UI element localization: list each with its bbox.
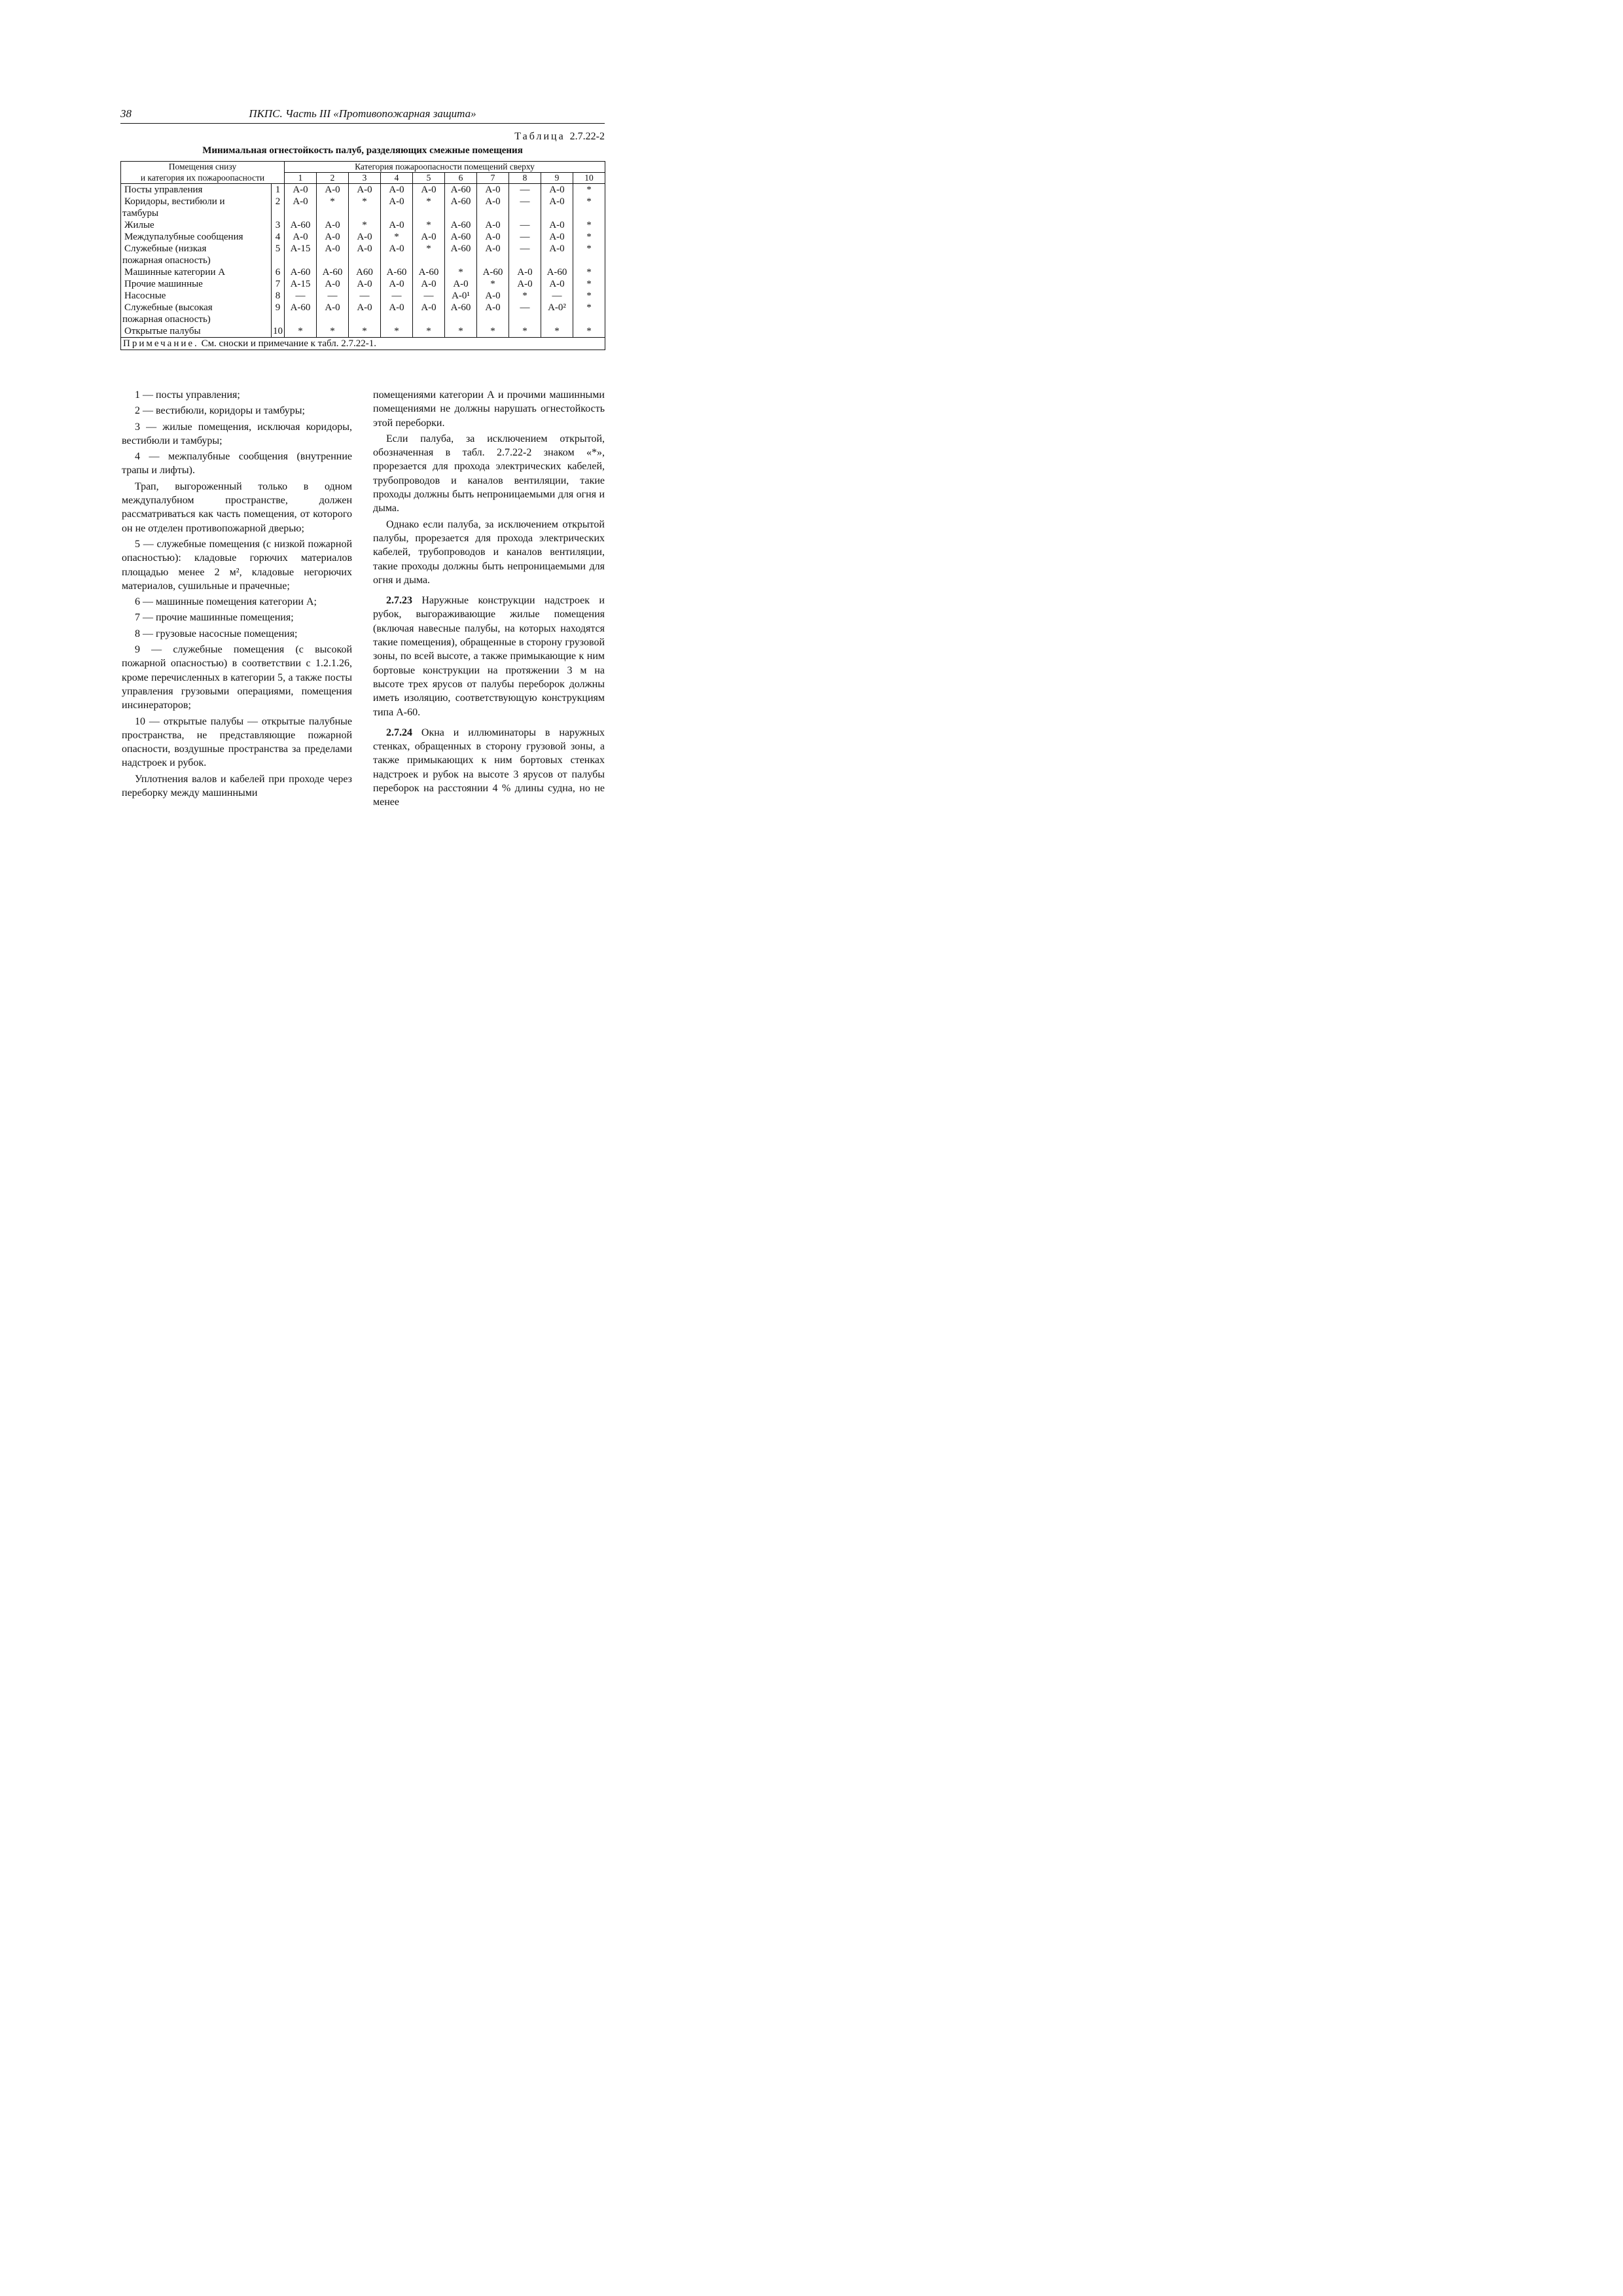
room-name bbox=[121, 302, 272, 325]
room-name-line: Прочие машинные bbox=[124, 279, 203, 289]
room-name-line: Коридоры, вестибюли и bbox=[124, 196, 225, 207]
rating-cell: * bbox=[573, 219, 605, 231]
rating-cell: А-0 bbox=[477, 290, 509, 302]
column-number: 10 bbox=[573, 173, 605, 184]
room-name-line: Служебные (низкая bbox=[124, 243, 207, 254]
rating-cell: А-0 bbox=[349, 184, 381, 196]
rating-cell: * bbox=[317, 325, 349, 338]
category-index: 6 bbox=[272, 266, 285, 278]
rating-cell: А-60 bbox=[445, 243, 477, 266]
rating-cell: А-0 bbox=[541, 219, 573, 231]
rating-cell: А-60 bbox=[285, 302, 317, 325]
column-number: 3 bbox=[349, 173, 381, 184]
rating-cell: * bbox=[573, 196, 605, 219]
table-title: Минимальная огнестойкость палуб, разделяющих смежные помещения bbox=[202, 145, 523, 156]
rating-cell: — bbox=[509, 196, 541, 219]
rating-cell: А-0² bbox=[541, 302, 573, 325]
rating-cell: А-0 bbox=[541, 243, 573, 266]
rating-cell: А-0 bbox=[317, 302, 349, 325]
rating-cell: А-0 bbox=[317, 278, 349, 290]
room-name-line: Служебные (высокая bbox=[124, 302, 213, 313]
right-column bbox=[373, 388, 605, 812]
section-number: 2.7.24 bbox=[386, 726, 412, 738]
room-name-line: Машинные категории А bbox=[124, 267, 226, 278]
category-index: 8 bbox=[272, 290, 285, 302]
rating-cell: * bbox=[349, 219, 381, 231]
rating-cell: — bbox=[509, 184, 541, 196]
rating-cell: А-0 bbox=[349, 243, 381, 266]
rating-cell: * bbox=[509, 325, 541, 338]
left-paragraph: 9 — служебные помещения (с высокой пожарной опасностью) в соответствии с 1.2.1.26, кроме перечисленных в категории 5, а также посты управления грузовыми операциями, помещения инсинераторов; bbox=[122, 644, 352, 711]
rating-cell: * bbox=[573, 231, 605, 243]
rating-cell: А-0 bbox=[381, 184, 413, 196]
column-number: 1 bbox=[285, 173, 317, 184]
left-paragraph: 8 — грузовые насосные помещения; bbox=[135, 628, 298, 639]
rating-cell: * bbox=[349, 196, 381, 219]
rating-cell: * bbox=[317, 196, 349, 219]
room-name-line: Междупалубные сообщения bbox=[124, 232, 243, 242]
rating-cell: — bbox=[509, 219, 541, 231]
category-index: 2 bbox=[272, 196, 285, 219]
rating-cell: А-60 bbox=[381, 266, 413, 278]
rating-cell: * bbox=[509, 290, 541, 302]
right-paragraph-3: Однако если палуба, за исключением открытой палубы, прорезается для прохода электрических кабелей, трубопроводов и каналов вентиляции, такие проходы должны быть непроницаемыми для огня и дыма. bbox=[373, 518, 605, 586]
room-name bbox=[121, 325, 272, 338]
left-paragraph: 6 — машинные помещения категории А; bbox=[135, 596, 317, 608]
rating-cell: А-0 bbox=[381, 196, 413, 219]
rating-cell: * bbox=[349, 325, 381, 338]
left-paragraph: 7 — прочие машинные помещения; bbox=[135, 612, 294, 624]
rating-cell: А-0 bbox=[349, 231, 381, 243]
table-row bbox=[121, 302, 605, 325]
note-label: Примечание. bbox=[123, 338, 199, 349]
rating-cell: А-15 bbox=[285, 243, 317, 266]
rating-cell: А-0 bbox=[541, 278, 573, 290]
rating-cell: А-0 bbox=[541, 231, 573, 243]
rating-cell: * bbox=[573, 302, 605, 325]
rating-cell: А-0 bbox=[381, 278, 413, 290]
rating-cell: * bbox=[445, 325, 477, 338]
column-number: 9 bbox=[541, 173, 573, 184]
column-number: 8 bbox=[509, 173, 541, 184]
rating-cell: * bbox=[573, 278, 605, 290]
table-label-word: Таблица bbox=[514, 131, 565, 142]
category-index: 5 bbox=[272, 243, 285, 266]
rating-cell: А60 bbox=[349, 266, 381, 278]
left-paragraph: Трап, выгороженный только в одном междупалубном пространстве, должен рассматриваться как часть помещения, от которого он не отделен противопожарной дверью; bbox=[122, 480, 352, 534]
rating-cell: * bbox=[573, 290, 605, 302]
room-name-continuation: тамбуры bbox=[122, 208, 159, 219]
rating-cell: * bbox=[445, 266, 477, 278]
section-number: 2.7.23 bbox=[386, 595, 412, 607]
rating-cell: А-60 bbox=[541, 266, 573, 278]
rating-cell: А-60 bbox=[445, 219, 477, 231]
rating-cell: А-0 bbox=[477, 219, 509, 231]
column-number: 2 bbox=[317, 173, 349, 184]
right-paragraph-2: Если палуба, за исключением открытой, обозначенная в табл. 2.7.22-2 знаком «*», прорезается для прохода электрических кабелей, трубопроводов и каналов вентиляции, такие проходы должны быть непроницаемыми для огня и дыма. bbox=[373, 433, 605, 514]
note-text: См. сноски и примечание к табл. 2.7.22-1. bbox=[198, 338, 377, 349]
rating-cell: А-15 bbox=[285, 278, 317, 290]
table-row bbox=[121, 196, 605, 219]
rating-cell: А-60 bbox=[285, 219, 317, 231]
rating-cell: А-0 bbox=[477, 302, 509, 325]
rating-cell: * bbox=[573, 325, 605, 338]
room-name bbox=[121, 243, 272, 266]
rating-cell: А-60 bbox=[477, 266, 509, 278]
rating-cell: * bbox=[413, 196, 445, 219]
room-name bbox=[121, 219, 272, 231]
rating-cell: А-0 bbox=[509, 278, 541, 290]
rating-cell: А-0 bbox=[317, 184, 349, 196]
left-paragraph: Уплотнения валов и кабелей при проходе через переборку между машинными bbox=[122, 773, 352, 799]
rating-cell: * bbox=[573, 184, 605, 196]
category-index: 10 bbox=[272, 325, 285, 338]
table-row bbox=[121, 184, 605, 196]
rating-cell: А-0 bbox=[317, 243, 349, 266]
table-note-row bbox=[121, 338, 605, 350]
head-right: Категория пожароопасности помещений сверху bbox=[285, 162, 605, 173]
table-row bbox=[121, 278, 605, 290]
column-number: 4 bbox=[381, 173, 413, 184]
table-row bbox=[121, 325, 605, 338]
left-paragraph: 10 — открытые палубы — открытые палубные пространства, не представляющие пожарной опасности, воздушные пространства за пределами надстроек и рубок. bbox=[122, 715, 352, 769]
rating-cell: А-0 bbox=[413, 278, 445, 290]
rating-cell: А-0 bbox=[349, 278, 381, 290]
table-row bbox=[121, 231, 605, 243]
room-name bbox=[121, 196, 272, 219]
left-paragraph: 3 — жилые помещения, исключая коридоры, вестибюли и тамбуры; bbox=[122, 421, 352, 446]
column-number: 6 bbox=[445, 173, 477, 184]
rating-cell: — bbox=[317, 290, 349, 302]
rating-cell: А-0 bbox=[477, 243, 509, 266]
rating-cell: * bbox=[381, 325, 413, 338]
rating-cell: * bbox=[477, 278, 509, 290]
rating-cell: А-0 bbox=[509, 266, 541, 278]
left-paragraph: 5 — служебные помещения (с низкой пожарной опасностью): кладовые горючих материалов площадью менее 2 м², кладовые негорючих материалов, сушильные и прачечные; bbox=[122, 538, 352, 592]
rating-cell: А-0¹ bbox=[445, 290, 477, 302]
table-row bbox=[121, 243, 605, 266]
column-number: 7 bbox=[477, 173, 509, 184]
rating-cell: * bbox=[413, 243, 445, 266]
page-number: 38 bbox=[120, 107, 132, 120]
left-paragraph: 4 — межпалубные сообщения (внутренние трапы и лифты). bbox=[122, 451, 352, 476]
rating-cell: А-0 bbox=[285, 231, 317, 243]
rating-cell: — bbox=[509, 243, 541, 266]
rating-cell: — bbox=[509, 302, 541, 325]
category-index: 1 bbox=[272, 184, 285, 196]
rating-cell: — bbox=[509, 231, 541, 243]
rating-cell: * bbox=[573, 243, 605, 266]
category-index: 3 bbox=[272, 219, 285, 231]
column-number: 5 bbox=[413, 173, 445, 184]
rating-cell: А-0 bbox=[381, 243, 413, 266]
rating-cell: — bbox=[285, 290, 317, 302]
table-label-number: 2.7.22-2 bbox=[569, 131, 605, 142]
room-name-continuation: пожарная опасность) bbox=[122, 314, 211, 325]
room-name bbox=[121, 231, 272, 243]
rating-cell: А-0 bbox=[413, 231, 445, 243]
rating-cell: * bbox=[381, 231, 413, 243]
left-column bbox=[122, 388, 352, 802]
rating-cell: А-60 bbox=[445, 196, 477, 219]
rating-cell: А-0 bbox=[541, 196, 573, 219]
rating-cell: * bbox=[573, 266, 605, 278]
room-name-line: Насосные bbox=[124, 291, 166, 301]
rating-cell: * bbox=[477, 325, 509, 338]
rating-cell: А-0 bbox=[349, 302, 381, 325]
fire-resistance-table bbox=[120, 161, 605, 350]
page-header bbox=[120, 107, 605, 124]
section-2-7-24 bbox=[373, 726, 605, 810]
rating-cell: — bbox=[413, 290, 445, 302]
category-index: 4 bbox=[272, 231, 285, 243]
rating-cell: А-60 bbox=[445, 184, 477, 196]
rating-cell: А-0 bbox=[445, 278, 477, 290]
rating-cell: А-0 bbox=[285, 196, 317, 219]
rating-cell: А-60 bbox=[413, 266, 445, 278]
rating-cell: * bbox=[413, 219, 445, 231]
category-index: 7 bbox=[272, 278, 285, 290]
rating-cell: А-0 bbox=[381, 219, 413, 231]
table-note bbox=[121, 338, 605, 350]
rating-cell: А-60 bbox=[285, 266, 317, 278]
room-name-line: Жилые bbox=[124, 220, 154, 230]
table-row bbox=[121, 290, 605, 302]
running-title: ПКПС. Часть III «Противопожарная защита» bbox=[249, 107, 476, 120]
head-left-2: и категория их пожароопасности bbox=[121, 173, 285, 184]
rating-cell: А-60 bbox=[317, 266, 349, 278]
table-row bbox=[121, 219, 605, 231]
room-name bbox=[121, 290, 272, 302]
rating-cell: А-0 bbox=[413, 184, 445, 196]
head-left-1: Помещения снизу bbox=[121, 162, 285, 173]
rating-cell: — bbox=[381, 290, 413, 302]
rating-cell: А-60 bbox=[445, 302, 477, 325]
rating-cell: * bbox=[413, 325, 445, 338]
left-paragraph: 2 — вестибюли, коридоры и тамбуры; bbox=[135, 405, 305, 417]
section-text: Окна и иллюминаторы в наружных стенках, обращенных в сторону грузовой зоны, а также примыкающих к ним бортовых стенках надстроек и рубок на высоте 3 ярусов от палубы переборок на расстоянии 4 % длины судна, но не менее bbox=[373, 726, 605, 808]
rating-cell: А-0 bbox=[285, 184, 317, 196]
rating-cell: — bbox=[349, 290, 381, 302]
rating-cell: А-0 bbox=[477, 231, 509, 243]
room-name bbox=[121, 278, 272, 290]
rating-cell: А-0 bbox=[477, 196, 509, 219]
rating-cell: А-60 bbox=[445, 231, 477, 243]
room-name bbox=[121, 266, 272, 278]
section-text: Наружные конструкции надстроек и рубок, выгораживающие жилые помещения (включая навесные палубы, на которых находятся такие помещения), обращенные в сторону грузовой зоны, по всей высоте, а также примыкающие к ним бортовые конструкции на протяжении 3 м на высоте трех ярусов от палубы переборок должны иметь изоляцию, соответствующую конструкциям типа А-60. bbox=[373, 595, 605, 718]
room-name-line: Посты управления bbox=[124, 185, 203, 195]
rating-cell: — bbox=[541, 290, 573, 302]
room-name-line: Открытые палубы bbox=[124, 326, 201, 336]
rating-cell: * bbox=[541, 325, 573, 338]
room-name bbox=[121, 184, 272, 196]
rating-cell: А-0 bbox=[317, 219, 349, 231]
table-label bbox=[514, 131, 605, 143]
rating-cell: А-0 bbox=[381, 302, 413, 325]
table-row bbox=[121, 266, 605, 278]
section-2-7-23 bbox=[373, 594, 605, 719]
rating-cell: А-0 bbox=[413, 302, 445, 325]
rating-cell: А-0 bbox=[477, 184, 509, 196]
right-paragraph-1: помещениями категории А и прочими машинными помещениями не должны нарушать огнестойкость этой переборки. bbox=[373, 389, 605, 429]
room-name-continuation: пожарная опасность) bbox=[122, 255, 211, 266]
rating-cell: * bbox=[285, 325, 317, 338]
rating-cell: А-0 bbox=[541, 184, 573, 196]
left-paragraph: 1 — посты управления; bbox=[135, 389, 240, 401]
rating-cell: А-0 bbox=[317, 231, 349, 243]
category-index: 9 bbox=[272, 302, 285, 325]
